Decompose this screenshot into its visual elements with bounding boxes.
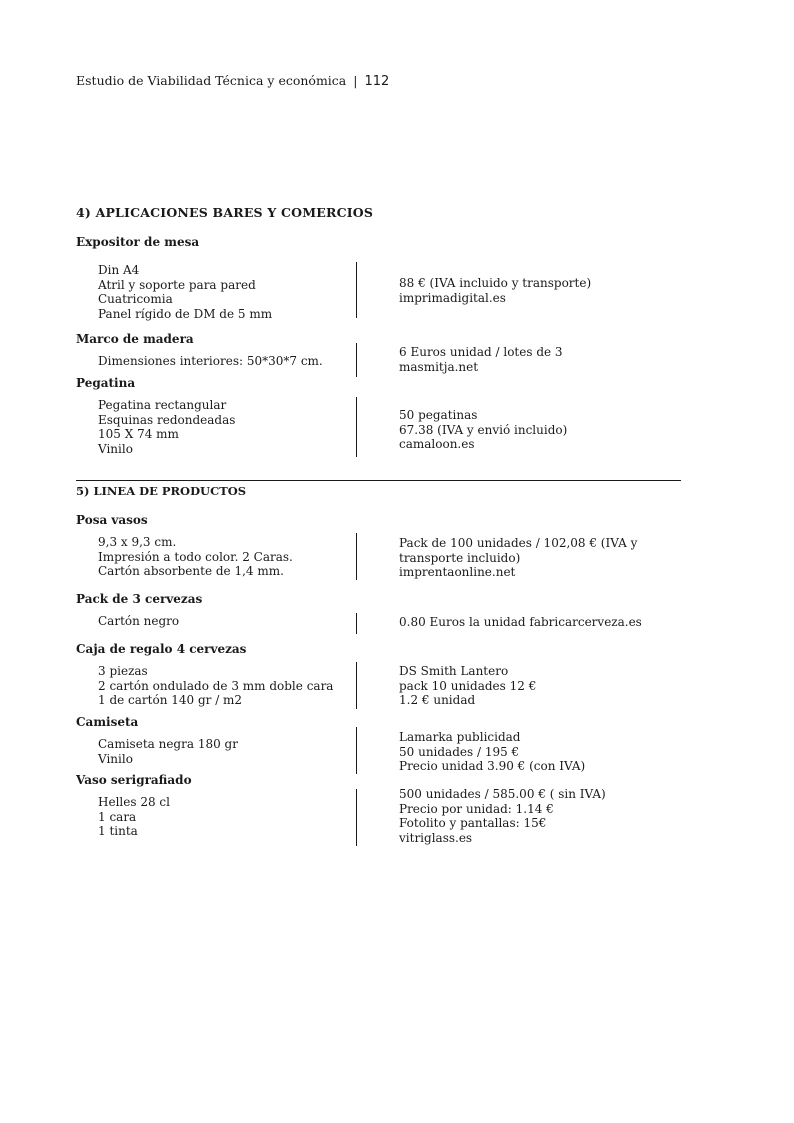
spec-line: Panel rígido de DM de 5 mm — [98, 306, 273, 321]
spec-line: Helles 28 cl — [98, 795, 170, 809]
item-title-pegatina: Pegatina — [76, 376, 136, 390]
column-divider — [356, 397, 357, 457]
item-specs-posa-vasos — [98, 535, 293, 579]
item-title-posa-vasos: Posa vasos — [76, 513, 148, 527]
item-supplier-marco — [399, 345, 563, 374]
spec-line: Atril y soporte para pared — [98, 277, 256, 292]
spec-line: Camiseta negra 180 gr — [98, 737, 238, 751]
supplier-line: imprentaonline.net — [399, 565, 516, 579]
supplier-line: 6 Euros unidad / lotes de 3 — [399, 345, 563, 359]
spec-line: 1 de cartón 140 gr / m2 — [98, 693, 243, 707]
spec-line: Impresión a todo color. 2 Caras. — [98, 549, 293, 564]
item-specs-expositor — [98, 263, 272, 321]
item-title-expositor: Expositor de mesa — [76, 235, 200, 249]
supplier-line: 88 € (IVA incluido y transporte) — [399, 276, 592, 290]
item-specs-caja-regalo — [98, 664, 333, 708]
section-4-title: 4) APLICACIONES BARES Y COMERCIOS — [76, 205, 374, 220]
spec-line: 1 cara — [98, 809, 137, 824]
spec-line: Cuatricomia — [98, 292, 173, 306]
item-supplier-posa-vasos — [399, 536, 637, 580]
column-divider — [356, 662, 357, 709]
running-header — [76, 73, 389, 89]
item-title-camiseta: Camiseta — [76, 715, 139, 729]
column-divider — [356, 262, 357, 318]
section-divider — [76, 480, 681, 481]
column-divider — [356, 727, 357, 774]
spec-line: 9,3 x 9,3 cm. — [98, 535, 177, 549]
supplier-line: 500 unidades / 585.00 € ( sin IVA) — [399, 787, 606, 801]
spec-line: 1 tinta — [98, 824, 138, 838]
spec-line: 2 cartón ondulado de 3 mm doble cara — [98, 678, 334, 693]
spec-line: Cartón negro — [98, 614, 180, 628]
supplier-line: 50 pegatinas — [399, 408, 478, 422]
spec-line: Cartón absorbente de 1,4 mm. — [98, 564, 284, 578]
supplier-line: DS Smith Lantero — [399, 664, 509, 678]
page-number: 112 — [364, 74, 390, 89]
supplier-line: imprimadigital.es — [399, 290, 506, 305]
column-divider — [356, 789, 357, 846]
spec-line: 3 piezas — [98, 664, 148, 678]
item-supplier-pegatina — [399, 408, 567, 452]
supplier-line: 0.80 Euros la unidad fabricarcerveza.es — [399, 615, 642, 629]
supplier-line: transporte incluido) — [399, 550, 521, 565]
item-specs-camiseta — [98, 737, 238, 766]
item-supplier-vaso — [399, 787, 606, 845]
spec-line: Vinilo — [98, 751, 133, 766]
item-supplier-camiseta — [399, 730, 585, 774]
header-title: Estudio de Viabilidad Técnica y económica — [76, 73, 347, 88]
item-supplier-caja-regalo — [399, 664, 536, 708]
item-title-caja-regalo: Caja de regalo 4 cervezas — [76, 642, 247, 656]
item-specs-marco — [98, 354, 323, 369]
item-title-marco: Marco de madera — [76, 332, 194, 346]
item-specs-vaso — [98, 795, 170, 839]
supplier-line: 67.38 (IVA y envió incluido) — [399, 422, 568, 437]
supplier-line: Precio por unidad: 1.14 € — [399, 801, 554, 816]
supplier-line: Fotolito y pantallas: 15€ — [399, 816, 547, 830]
spec-line: Pegatina rectangular — [98, 398, 227, 412]
supplier-line: Lamarka publicidad — [399, 730, 521, 744]
supplier-line: 50 unidades / 195 € — [399, 744, 520, 759]
spec-line: Vinilo — [98, 441, 133, 456]
header-separator: | — [353, 73, 358, 88]
item-specs-pack-3 — [98, 614, 179, 629]
supplier-line: pack 10 unidades 12 € — [399, 678, 537, 693]
supplier-line: Pack de 100 unidades / 102,08 € (IVA y — [399, 536, 638, 550]
spec-line: Esquinas redondeadas — [98, 412, 236, 427]
supplier-line: vitriglass.es — [399, 830, 473, 845]
item-specs-pegatina — [98, 398, 235, 456]
item-title-vaso: Vaso serigrafiado — [76, 773, 192, 787]
spec-line: 105 X 74 mm — [98, 427, 179, 441]
supplier-line: masmitja.net — [399, 359, 479, 374]
supplier-line: Precio unidad 3.90 € (con IVA) — [399, 759, 586, 773]
item-supplier-pack-3 — [399, 615, 642, 630]
item-title-pack-3: Pack de 3 cervezas — [76, 592, 203, 606]
column-divider — [356, 343, 357, 377]
spec-line: Din A4 — [98, 263, 140, 277]
column-divider — [356, 613, 357, 634]
section-5-title: 5) LINEA DE PRODUCTOS — [76, 484, 247, 498]
supplier-line: 1.2 € unidad — [399, 693, 476, 707]
supplier-line: camaloon.es — [399, 437, 475, 451]
item-supplier-expositor — [399, 276, 591, 305]
spec-line: Dimensiones interiores: 50*30*7 cm. — [98, 354, 323, 368]
column-divider — [356, 533, 357, 580]
